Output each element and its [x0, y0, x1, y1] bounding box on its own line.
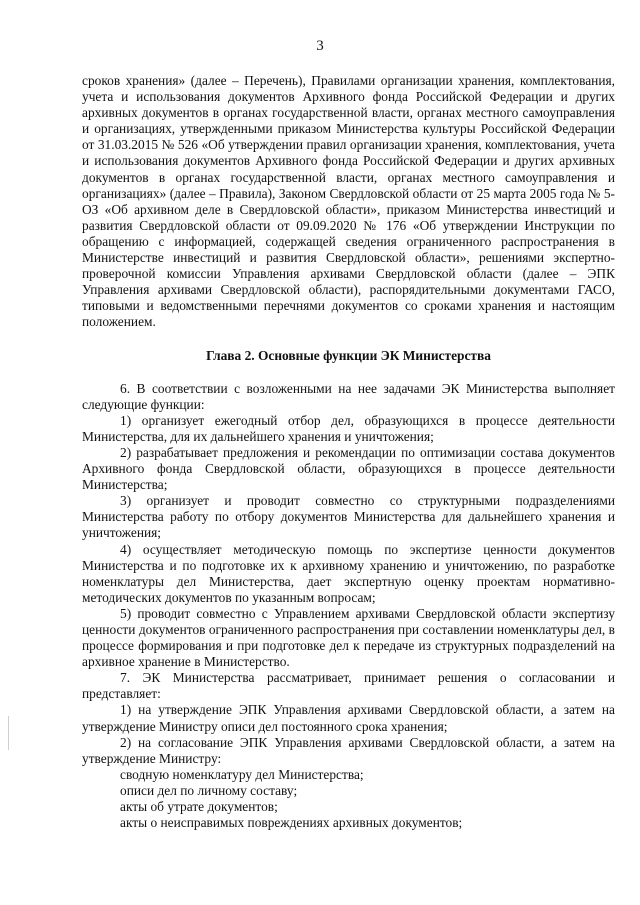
section-7-subitem: акты об утрате документов; — [120, 799, 278, 815]
document-body — [82, 73, 615, 831]
section-6-intro: 6. В соответствии с возложенными на нее задачами ЭК Министерства выполняет следующие функции: — [82, 380, 615, 412]
intro-paragraph: сроков хранения» (далее – Перечень), Правилами организации хранения, комплектования, учета и использования документов Архивного фонда Российской Федерации и других архивных документов в органах государственной власти, органах местного самоуправления и организациях, утвержденными приказом Министерства культуры Российской Федерации от 31.03.2015 № 526 «Об утверждении правил организации хранения, комплектования, учета и использования документов Архивного фонда Российской Федерации и других архивных документов в органах государственной власти, органах местного самоуправления и организациях» (далее – Правила), Законом Свердловской области от 25 марта 2005 года № 5-ОЗ «Об архивном деле в Свердловской области», приказом Министерства инвестиций и развития Свердловской области от 09.09.2020 № 176 «Об утверждении Инструкции по обращению с информацией, содержащей сведения ограниченного распространения в Министерстве инвестиций и развития Свердловской области», решениями экспертно-проверочной комиссии Управления архивами Свердловской области (далее – ЭПК Управления архивами Свердловской области), распорядительными документами ГАСО, типовыми и ведомственными перечнями документов со сроками хранения и настоящим положением. — [82, 73, 615, 330]
section-7-intro: 7. ЭК Министерства рассматривает, принимает решения о согласовании и представляет: — [82, 670, 615, 702]
section-7-subitem: сводную номенклатуру дел Министерства; — [120, 766, 364, 782]
section-6-item: 3) организует и проводит совместно со структурными подразделениями Министерства работу по отбору документов Министерства для дальнейшего хранения и уничтожения; — [82, 493, 615, 541]
section-7-subitem: описи дел по личному составу; — [120, 782, 298, 798]
section-7-item: 1) на утверждение ЭПК Управления архивами Свердловской области, а затем на утверждение Министру описи дел постоянного срока хранения; — [82, 702, 615, 734]
section-6-item: 4) осуществляет методическую помощь по экспертизе ценности документов Министерства и по подготовке их к архивному хранению и уничтожению, по разработке номенклатуры дел Министерства, дает экспертную оценку проектам нормативно-методических документов по указанным вопросам; — [82, 541, 615, 605]
section-6-item: 2) разрабатывает предложения и рекомендации по оптимизации состава документов Архивного фонда Свердловской области, образующихся в процессе деятельности Министерства; — [82, 444, 615, 493]
section-7-item: 2) на согласование ЭПК Управления архивами Свердловской области, а затем на утверждение Министру: — [82, 734, 615, 766]
chapter-heading: Глава 2. Основные функции ЭК Министерства — [206, 347, 491, 363]
margin-scan-mark — [8, 716, 9, 750]
section-6-item: 5) проводит совместно с Управлением архивами Свердловской области экспертизу ценности документов ограниченного распространения при составлении номенклатуры дел, в процессе формирования и при подготовке дел к передаче из структурных подразделений на архивное хранение в Министерство. — [82, 605, 615, 670]
section-6-item: 1) организует ежегодный отбор дел, образующихся в процессе деятельности Министерства, для их дальнейшего хранения и уничтожения; — [82, 412, 615, 444]
page-number: 3 — [316, 38, 324, 54]
section-7-subitem: акты о неисправимых повреждениях архивных документов; — [120, 815, 463, 831]
